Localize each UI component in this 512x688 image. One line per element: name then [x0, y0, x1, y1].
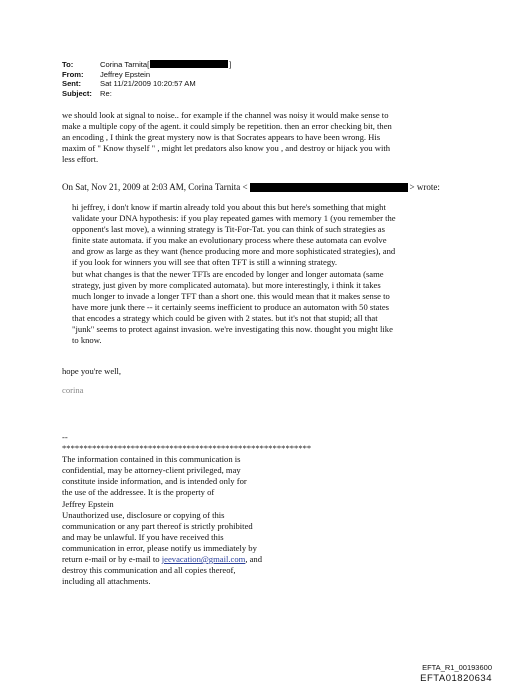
confidentiality-footer	[62, 432, 311, 587]
quote-attribution	[62, 182, 440, 193]
reply-line: maxim of " Know thyself " , might let predators also know you , and destroy or hijack you with	[62, 143, 391, 154]
header-from-row	[62, 70, 231, 80]
closing-line: hope you're well,	[62, 366, 122, 376]
quoted-line: "junk" seems to protect against invasion. we're investigating this now. thought you might like	[72, 324, 393, 335]
attribution-suffix: > wrote:	[409, 182, 440, 192]
quoted-line: to know.	[72, 335, 102, 346]
to-close: ]	[229, 60, 232, 69]
from-value: Jeffrey Epstein	[100, 69, 151, 79]
header-sent-row	[62, 79, 231, 89]
reply-line: we should look at signal to noise.. for example if the channel was noisy it would make sense to	[62, 110, 389, 120]
sent-value: Sat 11/21/2009 10:20:57 AM	[100, 79, 196, 89]
quoted-line: validate your DNA hypothesis: if you play repeated games with memory 1 (you remember the	[72, 213, 396, 224]
quoted-line: opponent's last move), a winning strategy is Tit-For-Tat. you can think of such strategies as	[72, 224, 385, 235]
bates-stamp-small: EFTA_R1_00193600	[422, 663, 492, 672]
quoted-line: if you look for winners you will see that often TFT is still a winning strategy.	[72, 257, 338, 268]
redaction-box	[250, 183, 408, 192]
footer-line: constitute inside information, and is intended only for	[62, 476, 247, 487]
footer-line: and may be unlawful. If you have received this	[62, 531, 224, 542]
quoted-line: finite state automata. if you make an evolutionary process where these automata can evolve	[72, 235, 387, 246]
email-link[interactable]: jeevacation@gmail.com	[161, 554, 246, 565]
header-subject-row	[62, 89, 231, 99]
quoted-line: have more junk there -- it certainly seems inefficient to produce an automaton with 50 states	[72, 301, 389, 312]
sent-label: Sent:	[62, 79, 81, 89]
quoted-message	[72, 202, 396, 346]
subject-value: Re:	[100, 88, 112, 98]
attribution-prefix: On Sat, Nov 21, 2009 at 2:03 AM, Corina Tarnita <	[62, 182, 248, 192]
footer-line: confidential, may be attorney-client privileged, may	[62, 465, 241, 476]
quoted-line: hi jeffrey, i don't know if martin already told you about this but here's something that might	[72, 202, 386, 212]
header-to-row	[62, 60, 231, 70]
footer-line: communication or any part thereof is strictly prohibited	[62, 520, 253, 531]
quoted-line: and grow as large as they want (hence producing more and more sophisticated strategies), and	[72, 246, 396, 257]
footer-line: communication in error, please notify us immediately by	[62, 542, 257, 553]
reply-line: an encoding , I think the great mystery now is that Socrates appears to have been wrong. His	[62, 132, 381, 143]
footer-line: including all attachments.	[62, 576, 151, 587]
footer-line: The information contained in this communication is	[62, 454, 241, 465]
email-header	[62, 60, 231, 98]
footer-line: destroy this communication and all copies thereof,	[62, 565, 236, 576]
footer-line: Unauthorized use, disclosure or copying of this	[62, 509, 225, 520]
footer-line: the use of the addressee. It is the property of	[62, 487, 215, 498]
quoted-line: that encodes a strategy which could be given with 2 states. but it's not that stupid; all that	[72, 312, 378, 323]
from-label: From:	[62, 69, 84, 79]
quoted-line: much longer to invade a longer TFT than a short one. this would mean that it makes sense to	[72, 290, 390, 301]
email-post: , and	[245, 554, 263, 565]
email-pre: return e-mail or by e-mail to	[62, 554, 162, 565]
quoted-line: strategy, just given by more complicated automata). but more interestingly, i think it takes	[72, 279, 381, 290]
reply-line: less effort.	[62, 154, 99, 165]
footer-line: Jeffrey Epstein	[62, 498, 114, 509]
reply-body	[62, 110, 392, 165]
bates-stamp-large: EFTA01820634	[420, 673, 492, 684]
footer-email-line	[62, 554, 311, 565]
to-value: Corina Tarnita[	[100, 60, 150, 69]
signature: corina	[62, 385, 84, 395]
to-label: To:	[62, 60, 74, 69]
quoted-line: but what changes is that the newer TFTs are encoded by longer and longer automata (same	[72, 268, 384, 279]
footer-stars: **********************************************************	[62, 443, 312, 454]
subject-label: Subject:	[62, 88, 92, 98]
reply-line: make a multiple copy of the agent. it could simply be repetition. then an error checking bit, then	[62, 121, 392, 132]
redaction-box	[150, 60, 228, 68]
footer-dashes: --	[62, 432, 68, 442]
